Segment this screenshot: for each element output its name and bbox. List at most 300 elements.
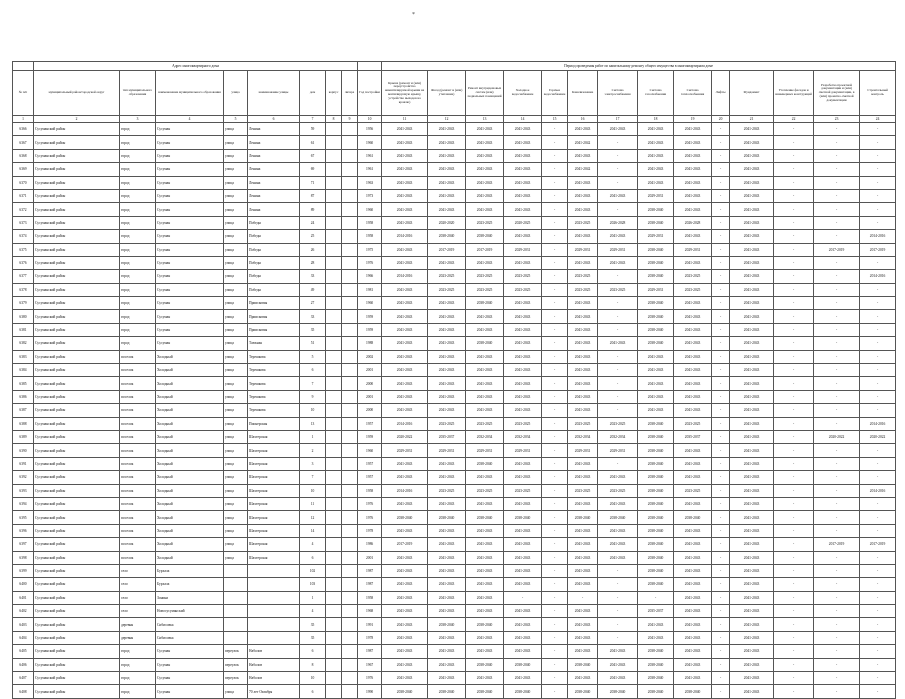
table-cell: 2041-2043 xyxy=(730,230,774,243)
table-cell: - xyxy=(542,457,568,470)
table-cell: 10 xyxy=(300,404,326,417)
table-cell: переулок xyxy=(224,658,248,671)
table-cell: 2041-2043 xyxy=(674,203,712,216)
table-cell: 6366 xyxy=(13,123,34,136)
table-cell: - xyxy=(860,189,896,202)
table-cell: - xyxy=(542,203,568,216)
table-cell: 2038-2040 xyxy=(504,658,542,671)
table-cell: 2041-2043 xyxy=(598,645,638,658)
table-cell: Сусуманский район xyxy=(34,471,120,484)
table-cell: 2041-2043 xyxy=(674,297,712,310)
table-cell: - xyxy=(712,564,730,577)
table-cell xyxy=(342,350,358,363)
table-cell: 2029-2031 xyxy=(638,230,674,243)
table-cell: Холодный xyxy=(156,538,224,551)
table-cell: 6376 xyxy=(13,256,34,269)
table-cell: Ленина xyxy=(248,136,300,149)
table-cell: - xyxy=(542,578,568,591)
table-cell: 1958 xyxy=(358,591,382,604)
table-cell: 2041-2043 xyxy=(638,404,674,417)
table-cell: Ленина xyxy=(248,123,300,136)
table-cell: улица xyxy=(224,310,248,323)
table-cell: 2041-2043 xyxy=(504,136,542,149)
table-cell: город xyxy=(120,283,156,296)
table-cell: 2041-2043 xyxy=(568,645,598,658)
table-cell: Ленина xyxy=(248,203,300,216)
table-cell: 2035-2037 xyxy=(674,430,712,443)
table-cell: - xyxy=(814,163,860,176)
table-cell: 2041-2043 xyxy=(428,578,466,591)
table-cell: Сусуман xyxy=(156,685,224,698)
table-cell: 103 xyxy=(300,578,326,591)
table-cell: 2041-2043 xyxy=(428,497,466,510)
table-cell: - xyxy=(860,444,896,457)
table-cell: - xyxy=(542,538,568,551)
table-cell: 4 xyxy=(300,605,326,618)
table-cell: 2023-2025 xyxy=(466,417,504,430)
table-cell: 2041-2043 xyxy=(382,591,428,604)
table-cell: - xyxy=(504,591,542,604)
table-cell xyxy=(342,497,358,510)
table-cell: 2017-2019 xyxy=(428,243,466,256)
table-cell: 2041-2043 xyxy=(674,337,712,350)
table-cell: 2041-2043 xyxy=(428,203,466,216)
table-cell: 6405 xyxy=(13,645,34,658)
capital-repair-table xyxy=(12,61,896,699)
table-cell xyxy=(224,618,248,631)
table-row xyxy=(13,471,896,484)
table-cell: - xyxy=(712,672,730,685)
table-cell: - xyxy=(542,230,568,243)
table-cell: 6377 xyxy=(13,270,34,283)
table-cell: - xyxy=(814,230,860,243)
table-cell: - xyxy=(542,323,568,336)
table-cell: 2041-2043 xyxy=(598,123,638,136)
table-cell xyxy=(342,230,358,243)
table-cell: 6401 xyxy=(13,591,34,604)
table-cell: 2041-2043 xyxy=(638,631,674,644)
table-cell: 2041-2043 xyxy=(428,136,466,149)
table-cell: поселок xyxy=(120,484,156,497)
table-cell: - xyxy=(860,685,896,698)
table-cell: Сусуман xyxy=(156,323,224,336)
table-cell: Наболов xyxy=(248,658,300,671)
table-cell: 2041-2043 xyxy=(730,270,774,283)
table-row xyxy=(13,377,896,390)
table-cell: - xyxy=(860,310,896,323)
table-cell: - xyxy=(814,283,860,296)
table-cell xyxy=(326,578,342,591)
table-cell: 2041-2043 xyxy=(730,564,774,577)
table-cell: Сусуман xyxy=(156,176,224,189)
table-cell: 2041-2043 xyxy=(428,323,466,336)
column-number: 13 xyxy=(466,116,504,123)
table-row xyxy=(13,230,896,243)
table-cell: - xyxy=(860,578,896,591)
table-cell xyxy=(342,377,358,390)
table-cell: - xyxy=(774,564,814,577)
table-cell: 2041-2043 xyxy=(730,404,774,417)
table-cell: 2041-2043 xyxy=(674,189,712,202)
table-cell: улица xyxy=(224,270,248,283)
table-cell: 1976 xyxy=(358,256,382,269)
table-cell: 2041-2043 xyxy=(428,310,466,323)
header-numbers-row xyxy=(13,116,896,123)
table-cell: поселок xyxy=(120,497,156,510)
table-cell: 2038-2040 xyxy=(504,511,542,524)
column-header: Ремонт внутридомовых систем (или) подвальных помещений xyxy=(466,71,504,116)
table-cell: 2038-2040 xyxy=(638,444,674,457)
table-cell: село xyxy=(120,578,156,591)
table-cell: - xyxy=(774,631,814,644)
table-cell: 2032-2034 xyxy=(504,430,542,443)
table-cell: 2041-2043 xyxy=(730,163,774,176)
table-row xyxy=(13,149,896,162)
table-cell: - xyxy=(774,538,814,551)
table-cell: 2041-2043 xyxy=(428,123,466,136)
table-cell: город xyxy=(120,149,156,162)
table-cell: 2023-2025 xyxy=(568,283,598,296)
table-cell: - xyxy=(774,658,814,671)
table-cell: 2041-2043 xyxy=(568,631,598,644)
table-cell: 35 xyxy=(300,631,326,644)
table-cell: 2023-2025 xyxy=(428,283,466,296)
table-cell: Сусуманский район xyxy=(34,524,120,537)
table-cell: 2041-2043 xyxy=(504,457,542,470)
table-cell xyxy=(342,564,358,577)
table-cell: 2041-2043 xyxy=(568,310,598,323)
table-cell xyxy=(342,591,358,604)
column-number: 14 xyxy=(504,116,542,123)
table-cell: 2026-2028 xyxy=(674,216,712,229)
table-cell: 2041-2043 xyxy=(428,149,466,162)
table-cell: 2041-2043 xyxy=(674,618,712,631)
table-cell: улица xyxy=(224,136,248,149)
table-cell: 2041-2043 xyxy=(428,163,466,176)
table-cell: Сусуманский район xyxy=(34,511,120,524)
table-cell: 2041-2043 xyxy=(466,471,504,484)
table-cell: 2038-2040 xyxy=(428,230,466,243)
table-cell: 2041-2043 xyxy=(674,538,712,551)
table-cell: Шахтерская xyxy=(248,457,300,470)
table-cell: 2041-2043 xyxy=(638,364,674,377)
table-cell: 2041-2043 xyxy=(504,618,542,631)
table-cell: Приисковая xyxy=(248,323,300,336)
table-cell: - xyxy=(598,578,638,591)
table-cell xyxy=(342,136,358,149)
table-cell: - xyxy=(774,444,814,457)
table-row xyxy=(13,578,896,591)
table-cell: 2041-2043 xyxy=(598,256,638,269)
table-cell xyxy=(326,390,342,403)
table-cell xyxy=(342,605,358,618)
table-cell: - xyxy=(774,243,814,256)
table-cell: 89 xyxy=(300,203,326,216)
table-cell: 2041-2043 xyxy=(382,631,428,644)
table-cell: 2041-2043 xyxy=(382,578,428,591)
table-cell: 2041-2043 xyxy=(730,283,774,296)
table-cell xyxy=(326,243,342,256)
table-cell: 2041-2043 xyxy=(568,297,598,310)
table-cell: 6374 xyxy=(13,230,34,243)
table-cell: - xyxy=(542,390,568,403)
table-cell: 6373 xyxy=(13,216,34,229)
table-cell: 2041-2043 xyxy=(568,149,598,162)
table-cell: - xyxy=(860,618,896,631)
table-cell: улица xyxy=(224,283,248,296)
table-cell: Терешкова xyxy=(248,377,300,390)
table-cell: - xyxy=(542,283,568,296)
table-cell: 2038-2040 xyxy=(568,658,598,671)
column-header: Год постройки xyxy=(358,71,382,116)
table-cell: - xyxy=(598,377,638,390)
table-cell: - xyxy=(814,457,860,470)
table-cell: - xyxy=(814,364,860,377)
table-cell: город xyxy=(120,337,156,350)
table-cell: улица xyxy=(224,511,248,524)
table-cell: Шахтерская xyxy=(248,538,300,551)
table-cell xyxy=(326,430,342,443)
table-cell: 2023-2025 xyxy=(674,270,712,283)
table-row xyxy=(13,672,896,685)
table-cell: 2032-2034 xyxy=(598,430,638,443)
table-cell: - xyxy=(774,189,814,202)
table-cell: - xyxy=(712,176,730,189)
table-cell: 51 xyxy=(300,337,326,350)
table-cell: 2041-2043 xyxy=(428,256,466,269)
table-cell: Сибисовка xyxy=(156,618,224,631)
table-cell: 2002 xyxy=(358,350,382,363)
table-cell: 2041-2043 xyxy=(504,390,542,403)
table-cell: Сусуман xyxy=(156,163,224,176)
table-cell: 2041-2043 xyxy=(428,390,466,403)
table-cell: 2041-2043 xyxy=(504,163,542,176)
table-cell: 71 xyxy=(300,176,326,189)
table-cell: - xyxy=(774,176,814,189)
table-cell: 2023-2025 xyxy=(568,484,598,497)
table-cell: 2038-2040 xyxy=(638,203,674,216)
table-cell: 1960 xyxy=(358,297,382,310)
column-header: Утепление фасадов и инженерных конструкций xyxy=(774,71,814,116)
table-cell: 33 xyxy=(300,270,326,283)
table-cell: 2041-2043 xyxy=(730,658,774,671)
table-cell: 2041-2043 xyxy=(382,457,428,470)
table-cell: - xyxy=(860,323,896,336)
table-cell: - xyxy=(814,591,860,604)
table-cell: город xyxy=(120,310,156,323)
table-cell: Холодный xyxy=(156,524,224,537)
table-cell: Сусуман xyxy=(156,243,224,256)
table-cell: Ленина xyxy=(248,163,300,176)
table-cell xyxy=(342,538,358,551)
table-cell: - xyxy=(814,310,860,323)
table-cell: город xyxy=(120,136,156,149)
table-cell: 2041-2043 xyxy=(730,444,774,457)
table-cell xyxy=(342,203,358,216)
table-cell: улица xyxy=(224,551,248,564)
table-cell: 2038-2040 xyxy=(638,685,674,698)
table-cell: - xyxy=(814,297,860,310)
table-cell: город xyxy=(120,123,156,136)
table-cell: 2001 xyxy=(358,551,382,564)
column-header: Крыша (ремонт и (или) переустройство невентилируемой крыши на вентилируемую крышу, устройство выходов на кровлю) xyxy=(382,71,428,116)
table-cell xyxy=(326,538,342,551)
table-cell xyxy=(248,605,300,618)
table-cell: город xyxy=(120,230,156,243)
table-cell: - xyxy=(712,618,730,631)
table-cell xyxy=(342,270,358,283)
table-cell xyxy=(224,631,248,644)
table-cell: улица xyxy=(224,538,248,551)
table-cell: - xyxy=(860,337,896,350)
table-cell: 1976 xyxy=(358,497,382,510)
table-cell: - xyxy=(712,524,730,537)
table-cell: - xyxy=(542,685,568,698)
table-cell: 2041-2043 xyxy=(674,176,712,189)
table-cell: 2041-2043 xyxy=(382,256,428,269)
table-cell: 2041-2043 xyxy=(568,377,598,390)
table-cell: - xyxy=(542,176,568,189)
table-cell: 2041-2043 xyxy=(466,256,504,269)
table-cell: улица xyxy=(224,430,248,443)
table-cell: - xyxy=(542,350,568,363)
table-cell: 2023-2025 xyxy=(504,270,542,283)
table-cell xyxy=(326,337,342,350)
table-row xyxy=(13,538,896,551)
table-cell: Терешкова xyxy=(248,390,300,403)
table-cell: Холодный xyxy=(156,390,224,403)
table-cell: - xyxy=(712,283,730,296)
header-blank xyxy=(358,62,382,71)
table-cell: - xyxy=(774,484,814,497)
table-cell xyxy=(326,672,342,685)
table-cell: Сусуман xyxy=(156,297,224,310)
table-cell: - xyxy=(712,578,730,591)
table-cell xyxy=(342,149,358,162)
table-cell: 2041-2043 xyxy=(466,631,504,644)
table-cell: 2038-2040 xyxy=(638,658,674,671)
table-cell xyxy=(342,457,358,470)
table-cell: - xyxy=(542,243,568,256)
table-cell: 1973 xyxy=(358,189,382,202)
table-row xyxy=(13,645,896,658)
table-cell: 2038-2040 xyxy=(638,323,674,336)
table-cell: 2041-2043 xyxy=(730,484,774,497)
table-cell: 2041-2043 xyxy=(466,404,504,417)
table-cell: 87 xyxy=(300,189,326,202)
table-cell: Шахтерская xyxy=(248,484,300,497)
table-cell: Новосусуманский xyxy=(156,605,224,618)
table-cell: 7 xyxy=(300,377,326,390)
table-cell: 1 xyxy=(300,430,326,443)
table-cell: 2041-2043 xyxy=(466,163,504,176)
column-number: 15 xyxy=(542,116,568,123)
table-cell: Зонина xyxy=(156,591,224,604)
column-header: Фасад (ремонт и (или) утепление) xyxy=(428,71,466,116)
table-row xyxy=(13,591,896,604)
table-cell: улица xyxy=(224,364,248,377)
table-cell: улица xyxy=(224,243,248,256)
table-cell: - xyxy=(598,163,638,176)
table-cell: - xyxy=(860,390,896,403)
table-cell: 2041-2043 xyxy=(504,605,542,618)
table-cell: - xyxy=(860,631,896,644)
table-cell: - xyxy=(598,203,638,216)
table-cell: Сусуманский район xyxy=(34,176,120,189)
table-cell: 6379 xyxy=(13,297,34,310)
table-cell: 2041-2043 xyxy=(730,417,774,430)
table-cell: 1986 xyxy=(358,538,382,551)
table-cell: 2041-2043 xyxy=(730,203,774,216)
table-cell: - xyxy=(598,564,638,577)
table-row xyxy=(13,551,896,564)
table-cell: 102 xyxy=(300,564,326,577)
table-cell: 1956 xyxy=(358,123,382,136)
table-cell: Пионерская xyxy=(248,417,300,430)
column-number: 12 xyxy=(428,116,466,123)
table-cell: 2041-2043 xyxy=(674,564,712,577)
table-cell: - xyxy=(712,484,730,497)
table-cell xyxy=(224,578,248,591)
table-cell: Сусуман xyxy=(156,283,224,296)
table-cell: Шахтерская xyxy=(248,497,300,510)
table-cell: 2041-2043 xyxy=(382,471,428,484)
table-cell: 2041-2043 xyxy=(730,631,774,644)
table-cell: Холодный xyxy=(156,471,224,484)
table-cell: 2041-2043 xyxy=(674,497,712,510)
table-cell: улица xyxy=(224,350,248,363)
column-header: улица xyxy=(224,71,248,116)
table-cell: 6369 xyxy=(13,163,34,176)
table-cell: 2038-2040 xyxy=(382,685,428,698)
table-cell: Сусуман xyxy=(156,203,224,216)
table-cell: Бурхала xyxy=(156,578,224,591)
table-cell: 2041-2043 xyxy=(504,323,542,336)
table-cell xyxy=(326,203,342,216)
table-row xyxy=(13,364,896,377)
table-cell: поселок xyxy=(120,417,156,430)
table-cell: 2029-2031 xyxy=(428,444,466,457)
table-cell: 1959 xyxy=(358,323,382,336)
table-cell: улица xyxy=(224,457,248,470)
table-cell: 2041-2043 xyxy=(568,551,598,564)
column-number: 11 xyxy=(382,116,428,123)
table-row xyxy=(13,658,896,671)
table-cell: 2041-2043 xyxy=(428,457,466,470)
table-cell: 2041-2043 xyxy=(382,404,428,417)
table-cell: 1960 xyxy=(358,203,382,216)
table-cell xyxy=(326,176,342,189)
table-cell: 2041-2043 xyxy=(504,297,542,310)
table-cell: 2014-2016 xyxy=(860,417,896,430)
table-cell: 2041-2043 xyxy=(674,457,712,470)
table-cell: - xyxy=(712,444,730,457)
table-cell: 6378 xyxy=(13,283,34,296)
table-cell: 6 xyxy=(300,364,326,377)
table-cell: 2041-2043 xyxy=(730,511,774,524)
table-cell: 2017-2019 xyxy=(860,243,896,256)
table-cell: Сусуманский район xyxy=(34,270,120,283)
table-cell: поселок xyxy=(120,538,156,551)
table-cell: - xyxy=(712,551,730,564)
table-row xyxy=(13,350,896,363)
table-cell: 2041-2043 xyxy=(382,551,428,564)
table-cell xyxy=(248,631,300,644)
table-cell: - xyxy=(860,256,896,269)
table-cell: 61 xyxy=(300,136,326,149)
table-cell: 26 xyxy=(300,243,326,256)
column-header: Строительный контроль xyxy=(860,71,896,116)
